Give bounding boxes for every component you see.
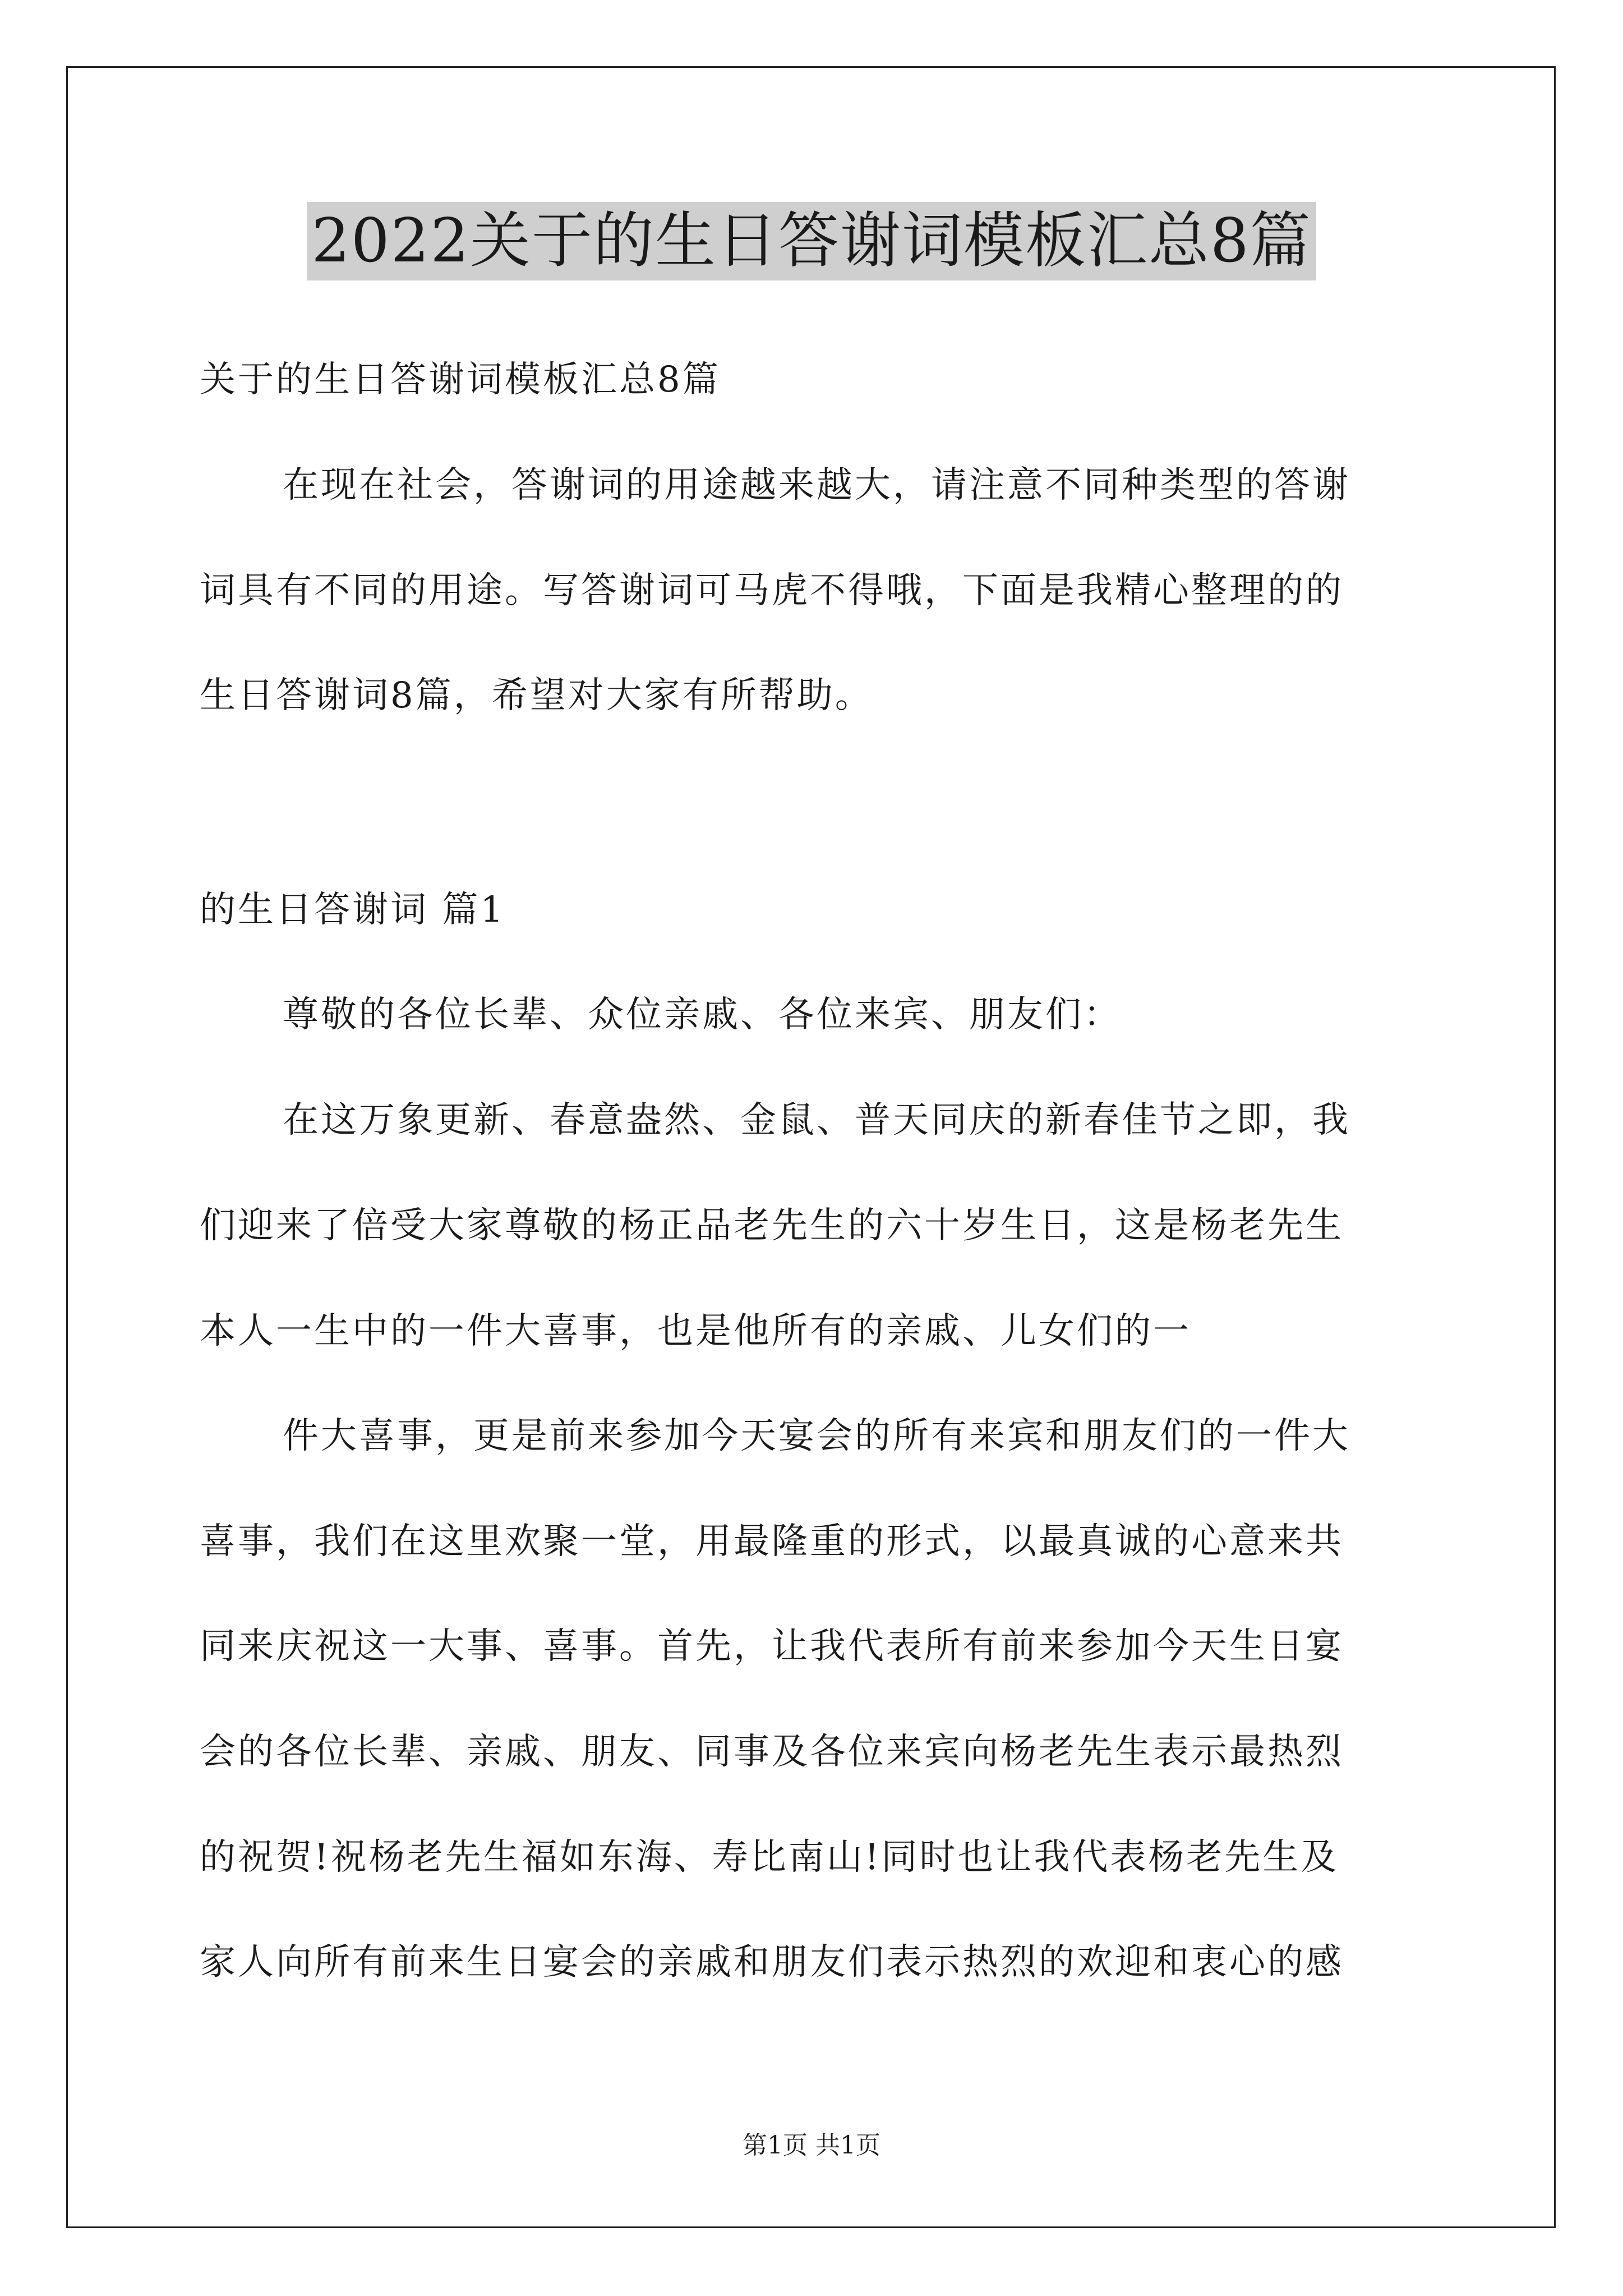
body-line: 家人向所有前来生日宴会的亲戚和朋友们表示热烈的欢迎和衷心的感	[200, 1941, 1344, 1983]
body-line: 件大喜事，更是前来参加今天宴会的所有来宾和朋友们的一件大	[283, 1415, 1350, 1457]
salutation: 尊敬的各位长辈、众位亲戚、各位来宾、朋友们：	[283, 994, 1122, 1036]
title-container	[0, 202, 1623, 280]
section-heading: 的生日答谢词 篇1	[200, 889, 506, 931]
body-line: 本人一生中的一件大喜事，也是他所有的亲戚、儿女们的一	[200, 1310, 1191, 1352]
body-line: 会的各位长辈、亲戚、朋友、同事及各位来宾向杨老先生表示最热烈	[200, 1731, 1344, 1773]
body-line: 们迎来了倍受大家尊敬的杨正品老先生的六十岁生日，这是杨老先生	[200, 1205, 1344, 1246]
page-footer: 第1页 共1页	[743, 2131, 880, 2160]
intro-line: 生日答谢词8篇，希望对大家有所帮助。	[200, 675, 873, 716]
intro-line: 词具有不同的用途。写答谢词可马虎不得哦，下面是我精心整理的的	[200, 570, 1344, 611]
body-line: 的祝贺!祝杨老先生福如东海、寿比南山!同时也让我代表杨老先生及	[200, 1837, 1339, 1878]
document-subtitle: 关于的生日答谢词模板汇总8篇	[200, 359, 721, 401]
body-line: 喜事，我们在这里欢聚一堂，用最隆重的形式，以最真诚的心意来共	[200, 1521, 1344, 1562]
document-title: 2022关于的生日答谢词模板汇总8篇	[307, 202, 1316, 280]
intro-line: 在现在社会，答谢词的用途越来越大，请注意不同种类型的答谢	[283, 464, 1350, 506]
body-line: 同来庆祝这一大事、喜事。首先，让我代表所有前来参加今天生日宴	[200, 1626, 1344, 1667]
body-line: 在这万象更新、春意盎然、金鼠、普天同庆的新春佳节之即，我	[283, 1099, 1350, 1141]
